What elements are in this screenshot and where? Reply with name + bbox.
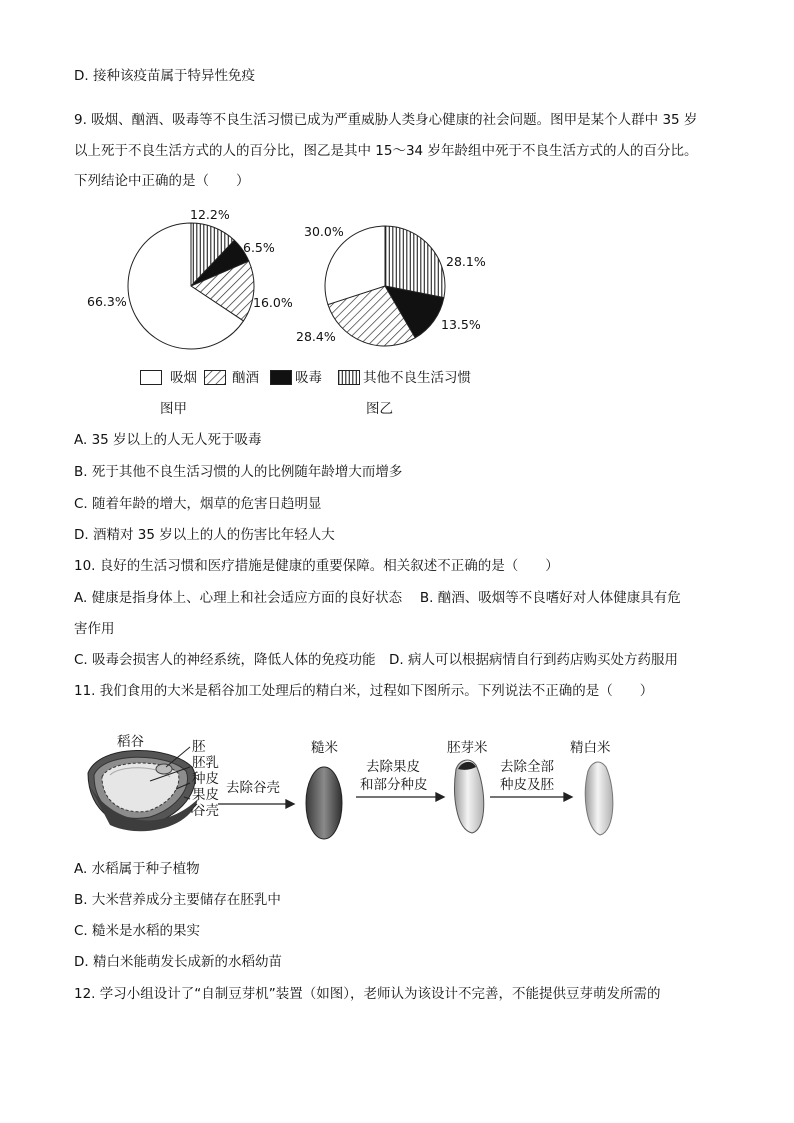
label-seed-coat: 种皮: [192, 771, 219, 787]
legend-label-smoking: 吸烟: [170, 370, 197, 386]
pie-b-slice-other: [385, 226, 445, 298]
label-germ-rice: 胚芽米: [447, 740, 488, 756]
q9-stem-line1: 9. 吸烟、酗酒、吸毒等不良生活习惯已成为严重威胁人类身心健康的社会问题。图甲是某个人群中 35 岁: [74, 112, 698, 128]
label-polished-rice: 精白米: [570, 740, 611, 756]
q9-option-b: B. 死于其他不良生活习惯的人的比例随年龄增大而增多: [74, 464, 403, 480]
label-endosperm: 胚乳: [192, 755, 219, 771]
label-step2-line1: 去除果皮: [366, 759, 420, 775]
figure-caption-b: 图乙: [366, 401, 393, 417]
label-step3-line2: 种皮及胚: [500, 777, 554, 793]
q9-option-a: A. 35 岁以上的人无人死于吸毒: [74, 432, 262, 448]
pie-a-label-other: 12.2%: [190, 207, 230, 222]
pie-a-label-smoking: 66.3%: [87, 294, 127, 309]
legend-swatch-smoking: [140, 370, 162, 385]
pie-b-label-drugs: 13.5%: [441, 317, 481, 332]
label-brown-rice: 糙米: [311, 740, 338, 756]
pie-b-label-smoking: 30.0%: [304, 224, 344, 239]
legend-label-other: 其他不良生活习惯: [363, 370, 471, 386]
pie-a-label-drugs: 6.5%: [243, 240, 275, 255]
q9-pie-charts: [0, 195, 794, 370]
legend-swatch-drugs: [270, 370, 292, 385]
q9-option-d: D. 酒精对 35 岁以上的人的伤害比年轻人大: [74, 527, 335, 543]
pie-chart-a: [128, 223, 254, 349]
paddy-grain-illustration: [88, 750, 198, 831]
q9-stem-line2: 以上死于不良生活方式的人的百分比，图乙是其中 15～34 岁年龄组中死于不良生活方式的人的百分比。: [74, 143, 698, 159]
q10-options-cd: C. 吸毒会损害人的神经系统，降低人体的免疫功能 D. 病人可以根据病情自行到药店购买处方药服用: [74, 652, 678, 668]
label-step3-line1: 去除全部: [500, 759, 554, 775]
pie-chart-b: [325, 226, 445, 346]
q9-stem-line3: 下列结论中正确的是（ ）: [74, 173, 250, 189]
germ-rice-image: [455, 760, 484, 833]
polished-rice-image: [585, 762, 613, 835]
q12-stem: 12. 学习小组设计了“自制豆芽机”装置（如图），老师认为该设计不完善，不能提供豆芽萌发所需的: [74, 986, 661, 1002]
label-step1: 去除谷壳: [226, 780, 280, 796]
label-pericarp: 果皮: [192, 787, 219, 803]
q8-option-d: D. 接种该疫苗属于特异性免疫: [74, 68, 255, 84]
label-embryo: 胚: [192, 739, 206, 755]
label-step2-line2: 和部分种皮: [360, 777, 428, 793]
q9-option-c: C. 随着年龄的增大，烟草的危害日趋明显: [74, 496, 322, 512]
legend-label-alcohol: 酗酒: [232, 370, 259, 386]
label-paddy: 稻谷: [117, 734, 144, 750]
legend-label-drugs: 吸毒: [295, 370, 322, 386]
q11-option-a: A. 水稻属于种子植物: [74, 861, 200, 877]
q11-option-d: D. 精白米能萌发长成新的水稻幼苗: [74, 954, 282, 970]
q11-option-c: C. 糙米是水稻的果实: [74, 923, 201, 939]
pie-a-label-alcohol: 16.0%: [253, 295, 293, 310]
q11-stem: 11. 我们食用的大米是稻谷加工处理后的精白米，过程如下图所示。下列说法不正确的是（ ）: [74, 683, 654, 699]
q11-option-b: B. 大米营养成分主要储存在胚乳中: [74, 892, 281, 908]
label-husk: 谷壳: [192, 803, 219, 819]
brown-rice-image: [306, 767, 342, 839]
pie-b-label-alcohol: 28.4%: [296, 329, 336, 344]
q10-stem: 10. 良好的生活习惯和医疗措施是健康的重要保障。相关叙述不正确的是（ ）: [74, 558, 559, 574]
legend-swatch-alcohol: [204, 370, 226, 385]
figure-caption-a: 图甲: [160, 401, 187, 417]
pie-b-label-other: 28.1%: [446, 254, 486, 269]
legend-swatch-other: [338, 370, 360, 385]
q10-options-ab-cont: 害作用: [74, 621, 115, 637]
q10-options-ab: A. 健康是指身体上、心理上和社会适应方面的良好状态 B. 酗酒、吸烟等不良嗜好对人体健康具有危: [74, 590, 681, 606]
